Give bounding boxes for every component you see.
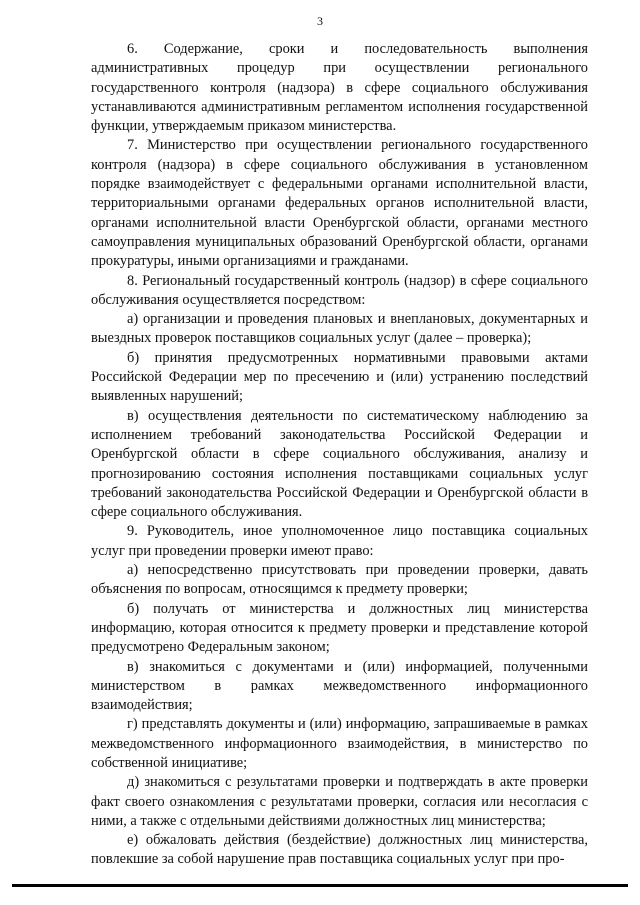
paragraph-8-b: б) принятия предусмотренных нормативными правовыми актами Российской Федерации мер по пресечению и (или) устранению последствий выявленных нарушений; [91,349,588,405]
bottom-scan-border [12,884,628,887]
paragraph-9-g: г) представлять документы и (или) информацию, запрашиваемые в рамках межведомственного информационного взаимодействия, в министерство по собственной инициативе; [91,716,588,771]
paragraph-9-e: е) обжаловать действия (бездействие) должностных лиц министерства, повлекшие за собой нарушение прав поставщика социальных услуг при про- [91,832,588,868]
paragraph-9-v: в) знакомиться с документами и (или) информацией, полученными министерством в рамках межведомственного информационного взаимодействия; [91,658,588,714]
paragraph-6: 6. Содержание, сроки и последовательность выполнения административных процедур при осуществлении регионального государственного контроля (надзора) в сфере социального обслуживания устанавливаются административным регламентом исполнения государственной функции, утверждаемым приказом министерства. [91,41,588,135]
paragraph-9: 9. Руководитель, иное уполномоченное лицо поставщика социальных услуг при проведении проверки имеют право: [91,523,588,559]
paragraph-9-b: б) получать от министерства и должностных лиц министерства информацию, которая относится к предмету проверки и представление которой предусмотрено Федеральным законом; [91,600,588,656]
page-number: 3 [317,14,323,28]
paragraph-8: 8. Региональный государственный контроль (надзор) в сфере социального обслуживания осуществляется посредством: [91,272,588,308]
document-body [91,40,588,870]
paragraph-9-a: а) непосредственно присутствовать при проведении проверки, давать объяснения по вопросам, относящимся к предмету проверки; [91,562,588,598]
paragraph-8-a: а) организации и проведения плановых и внеплановых, документарных и выездных проверок поставщиков социальных услуг (далее – проверка); [91,311,588,347]
paragraph-9-d: д) знакомиться с результатами проверки и подтверждать в акте проверки факт своего ознакомления с результатами проверки, согласия или несогласия с ними, а также с отдельными действиями должностных лиц министерства; [91,774,588,829]
paragraph-7: 7. Министерство при осуществлении регионального государственного контроля (надзора) в сфере социального обслуживания в установленном порядке взаимодействует с федеральными органами исполнительной власти, территориальными органами федеральных органов исполнительной власти, органами исполнительной власти Оренбургской области, органами местного самоуправления муниципальных образований Оренбургской области, органами прокуратуры, иными организациями и гражданами. [91,137,588,270]
paragraph-8-v: в) осуществления деятельности по систематическому наблюдению за исполнением требований законодательства Российской Федерации и Оренбургской области в сфере социального обслуживания, анализу и прогнозированию состояния исполнения поставщиками социальных услуг требований законодательства Российской Федерации и Оренбургской области в сфере социального обслуживания. [91,407,588,521]
